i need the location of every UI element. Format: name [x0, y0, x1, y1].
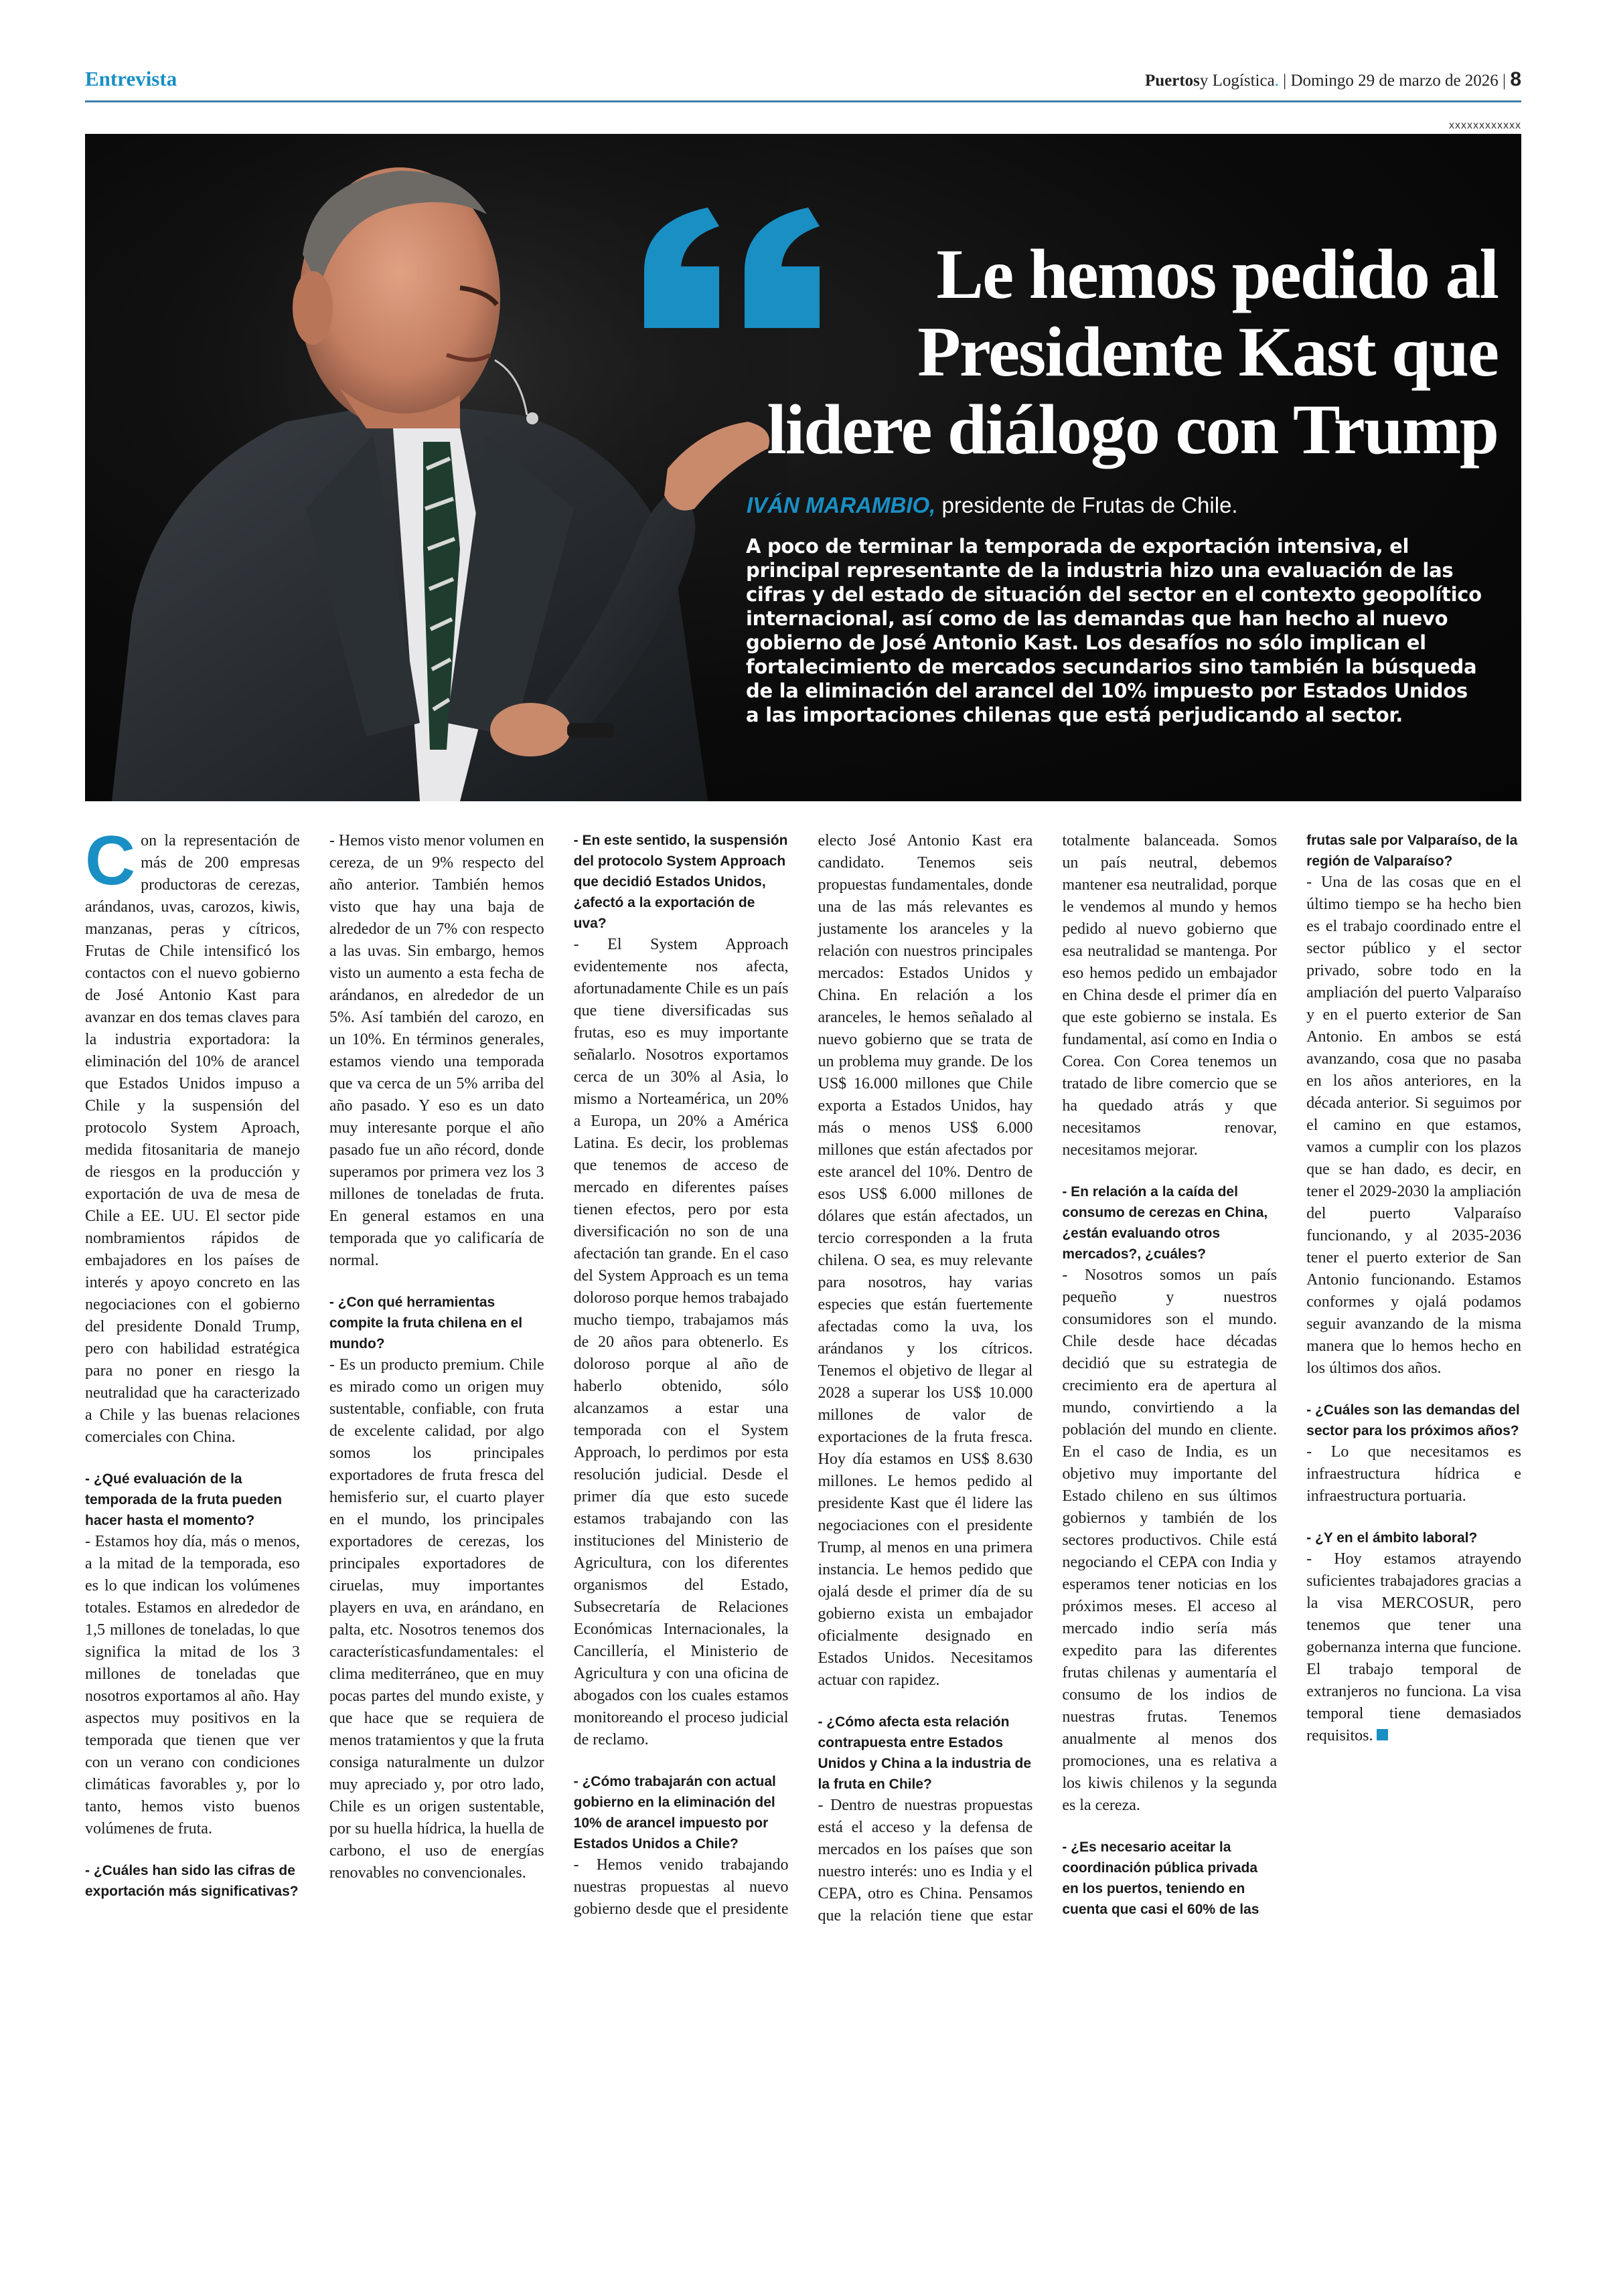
header-separator: | [1283, 72, 1291, 90]
brand-dot: . [1274, 72, 1279, 90]
brand-name: Puertos [1144, 72, 1200, 90]
photo-tag: xxxxxxxxxxxx [1449, 120, 1521, 131]
interview-question: - ¿Es necesario aceitar la coordinación pública privada en los puertos, teniendo en cuenta que casi el 60% de las frutas sale por Valparaíso, de la región de Valparaíso? [1062, 833, 1518, 1917]
interview-question: - En este sentido, la suspensión del protocolo System Approach que decidió Estados Unidos, ¿afectó a la exportación de uva? [573, 833, 788, 931]
interview-answer: - Una de las cosas que en el último tiempo se ha hecho bien es el trabajo coordinado entre el sector público y el sector privado, sobre todo en la ampliación del puerto Valparaíso y en el puerto exterior de San Antonio. En ambos se está avanzando, cosa que no pasaba en los años anteriores, en la década anterior. Si seguimos por el camino en que estamos, vamos a cumplir con los plazos que se han dado, es decir, en tener el 2029-2030 la ampliación del puerto Valparaíso funcionando, y al 2035-2036 tener el puerto exterior de San Antonio funcionando. Estamos conformes y ojalá podamos seguir avanzando de la misma manera que lo hemos hecho en los últimos dos años. [1306, 874, 1521, 1377]
interview-answer: - Lo que necesitamos es infraestructura hídrica e infraestructura portuaria. [1306, 1443, 1521, 1505]
interview-answer: - Dentro de nuestras propuestas está el acceso y la defensa de mercados en los países que son nuestro interés: uno es India y el CEPA, otro es China. Pensamos que la relación tiene que estar totalmente balanceada. Somos un país neutral, debemos mantener esa neutralidad, porque le vendemos al mundo y hemos pedido al nuevo gobierno que esa neutralidad se mantenga. Por eso hemos pedido un embajador en China desde el primer día en que este gobierno se instala. Es fundamental, así como en India o Corea. Con Corea tenemos un tratado de libre comercio que se ha quedado atrás y que necesitamos renovar, necesitamos mejorar. [818, 832, 1278, 1924]
interview-answer: - Nosotros somos un país pequeño y nuestros consumidores son el mundo. Chile desde hace décadas decidió que su estrategia de crecimiento era de apertura al mundo, convirtiendo a la población del mundo en cliente. En el caso de India, es un objetivo muy importante del Estado chileno en sus últimos gobiernos y también de los sectores productivos. Chile está negociando el CEPA con India y esperamos tener noticias en los próximos meses. El acceso al mercado indio sería más expedito para las diferentes frutas chilenas y aumentaría el consumo de los indios de nuestras frutas. Tenemos anualmente al menos dos promociones, una es relativa a los kiwis chilenos y la segunda es la cereza. [1062, 1266, 1278, 1814]
final-answer-text: - Hoy estamos atrayendo suficientes trabajadores gracias a la visa MERCOSUR, pero tenemos que tener una gobernanza interna que funcione. El trabajo temporal de extranjeros no funciona. La visa temporal tiene demasiados requisitos. [1306, 1550, 1521, 1744]
article-headline [748, 236, 1498, 469]
page-header [85, 67, 1521, 94]
brand-suffix: y Logística [1199, 72, 1275, 90]
headline-line: Presidente Kast que [917, 313, 1498, 391]
interview-answer: - Hemos venido trabajando nuestras propuestas al nuevo gobierno desde que el presidente electo José Antonio Kast era candidato. Tenemos seis propuestas fundamentales, donde una de las más relevantes es justamente los aranceles y la relación con nuestros principales mercados: Estados Unidos y China. En relación a los aranceles, le hemos señalado al nuevo gobierno que se trata de un problema muy grande. De los US$ 16.000 millones que Chile exporta a Estados Unidos, hay más o menos US$ 6.000 millones que están afectados por este arancel del 10%. Dentro de esos US$ 6.000 millones de dólares que están afectados, un tercio corresponden a la fruta chilena. O sea, es muy relevante para nosotros, hay varias especies que están fuertemente afectadas como la uva, los arándanos y los cítricos. Tenemos el objetivo de llegar al 2028 a superar los US$ 10.000 millones de valor de exportaciones de la fruta fresca. Hoy día estamos en US$ 8.630 millones. Le hemos pedido al presidente Kast que él lidere las negociaciones con el presidente Trump, al menos en una primera instancia. Le hemos pedido que ojalá desde el primer día de su gobierno exista un embajador oficialmente designado en Estados Unidos. Necesitamos actuar con rapidez. [573, 832, 1033, 1918]
page-number: 8 [1510, 68, 1521, 90]
byline-name: IVÁN MARAMBIO, [747, 493, 936, 517]
interview-answer: - El System Approach evidentemente nos afecta, afortunadamente Chile es un país que tiene diversificadas sus frutas, eso es muy importante señalarlo. Nosotros exportamos cerca de un 30% al Asia, lo mismo a Norteamérica, un 20% a Europa, un 20% a América Latina. Es decir, los problemas que tenemos de acceso de mercado en diferentes países tienen efectos, pero por esta diversificación no son de una afectación tan grande. En el caso del System Approach es un tema doloroso porque hemos trabajado mucho tiempo, trabajamos más de 20 años para obtenerlo. Es doloroso porque al año de haberlo obtenido, sólo alcanzamos a estar una temporada con el System Approach, lo perdimos por esta resolución judicial. Desde el primer día que esto sucede estamos trabajando con las instituciones del Ministerio de Agricultura, con los diferentes organismos del Estado, Subsecretaría de Relaciones Económicas Internacionales, la Cancillería, el Ministerio de Agricultura y con una oficina de abogados con los cuales estamos monitoreando el proceso judicial de reclamo. [573, 936, 789, 1748]
headline-line: Le hemos pedido al [936, 235, 1498, 313]
interview-question: - En relación a la caída del consumo de cerezas en China, ¿están evaluando otros mercados?, ¿cuáles? [1062, 1184, 1268, 1262]
issue-date: Domingo 29 de marzo de 2026 [1290, 72, 1499, 90]
byline [747, 493, 1238, 518]
interview-question: - ¿Cuáles han sido las cifras de exportación más significativas? [85, 1863, 299, 1899]
header-separator: | [1503, 72, 1511, 90]
header-info [1145, 68, 1521, 91]
lede-paragraph: A poco de terminar la temporada de exportación intensiva, el principal representante de la industria hizo una evaluación de las cifras y del estado de situación del sector en el contexto geopolítico internacional, así como de las demandas que han hecho al nuevo gobierno de José Antonio Kast. Los desafíos no sólo implican el fortalecimiento de mercados secundarios sino también la búsqueda de la eliminación del arancel del 10% impuesto por Estados Unidos a las importaciones chilenas que está perjudicando al sector. [746, 535, 1482, 726]
byline-role: presidente de Frutas de Chile. [941, 493, 1238, 517]
interview-answer: - Hemos visto menor volumen en cereza, de un 9% respecto del año anterior. También hemos visto que hay una baja de alrededor de un 7% con respecto a las uvas. Sin embargo, hemos visto un aumento a esta fecha de arándanos, en alrededor de un 5%. Así también del carozo, en un 10%. En términos generales, estamos viendo una temporada que va cerca de un 5% arriba del año pasado. Y eso es un dato muy interesante porque el año pasado fue un año récord, donde superamos por primera vez los 3 millones de toneladas de fruta. En general estamos en una temporada que yo calificaría de normal. [329, 832, 544, 1269]
intro-paragraph [85, 822, 300, 1449]
hero-banner [85, 134, 1521, 801]
interview-question: - ¿Cómo trabajarán con actual gobierno en la eliminación del 10% de arancel impuesto por Estados Unidos a Chile? [573, 1774, 776, 1852]
interview-question: - ¿Cómo afecta esta relación contrapuesta entre Estados Unidos y China a la industria de la fruta en Chile? [818, 1714, 1032, 1792]
interview-question: - ¿Con qué herramientas compite la fruta chilena en el mundo? [329, 1295, 523, 1351]
drop-cap: C [85, 822, 136, 900]
interview-question: - ¿Qué evaluación de la temporada de la fruta pueden hacer hasta el momento? [85, 1471, 283, 1528]
interview-answer: - Es un producto premium. Chile es mirado como un origen muy sustentable, confiable, con fruta de excelente calidad, por algo somos los principales exportadores de fruta fresca del hemisferio sur, el cuarto player en el mundo, los principales exportadores de cerezas, los principales exportadores de ciruelas, muy importantes players en uva, en arándano, en palta, etc. Nosotros tenemos dos característicasfundamentales: el clima mediterráneo, que en muy pocas partes del mundo existe, y que hace que se requiera de menos tratamientos y que la fruta consiga naturalmente un dulzor muy apreciado y, por otro lado, Chile es un origen sustentable, por su huella hídrica, la huella de carbono, el uso de energías renovables no convencionales. [329, 1356, 544, 1882]
interview-question: - ¿Y en el ámbito laboral? [1306, 1530, 1478, 1546]
section-label: Entrevista [85, 67, 177, 90]
headline-line: lidere diálogo con Trump [767, 390, 1498, 469]
article-body [85, 822, 1521, 1935]
header-rule [85, 100, 1521, 102]
interview-answer: - Estamos hoy día, más o menos, a la mitad de la temporada, eso es lo que indican los volúmenes totales. Estamos en alrededor de 1,5 millones de toneladas, lo que significa la mitad de los 3 millones de toneladas que nosotros exportamos al año. Hay aspectos muy positivos en la temporada que tienen que ver con un verano con condiciones climáticas favorables y, por lo tanto, hemos visto buenos volúmenes de fruta. [85, 1533, 300, 1837]
interview-answer-final [1306, 1548, 1521, 1747]
interview-question: - ¿Cuáles son las demandas del sector para los próximos años? [1306, 1402, 1520, 1439]
end-mark-icon [1377, 1729, 1388, 1740]
intro-text: on la representación de más de 200 empresas productoras de cerezas, arándanos, uvas, carozos, kiwis, manzanas, peras y cítricos, Frutas de Chile intensificó los contactos con el nuevo gobierno de José Antonio Kast para avanzar en dos temas claves para la industria exportadora: la eliminación del 10% de arancel que Estados Unidos impuso a Chile y la suspensión del protocolo System Aproach, medida fitosanitaria de manejo de riesgos en la producción y exportación de uva de mesa de Chile a EE. UU. El sector pide nombramientos rápidos de embajadores en los países de interés y apoyo concreto en las negociaciones con el gobierno del presidente Donald Trump, pero con habilidad estratégica para no poner en riesgo la neutralidad que ha caracterizado a Chile y las buenas relaciones comerciales con China. [85, 832, 300, 1446]
